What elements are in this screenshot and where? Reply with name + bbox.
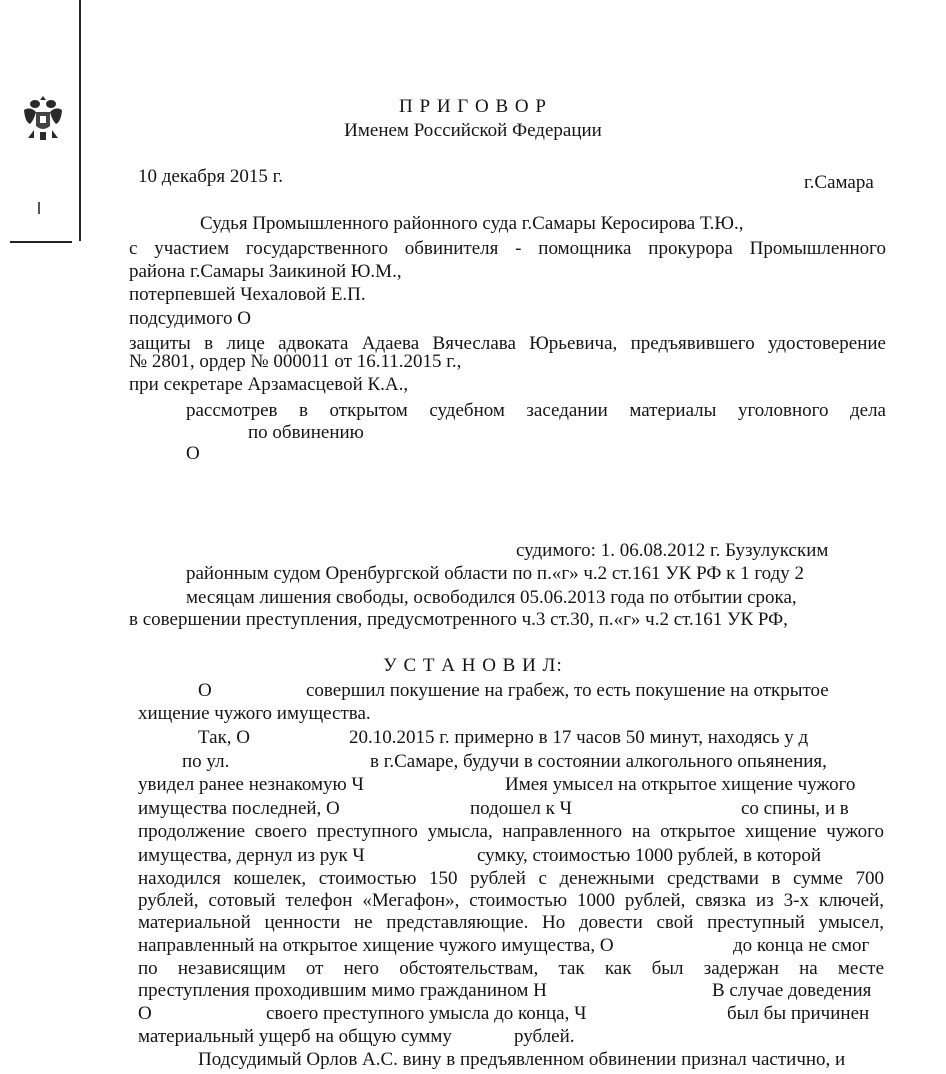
intro-line: при секретаре Арзамасцевой К.А., — [129, 374, 409, 395]
margin-rule-horizontal — [10, 241, 72, 243]
document-subtitle: Именем Российской Федерации — [344, 120, 602, 141]
record-line: в совершении преступления, предусмотренного ч.3 ст.30, п.«г» ч.2 ст.161 УК РФ, — [129, 609, 788, 630]
body-line: рублей, сотовый телефон «Мегафон», стоимостью 1000 рублей, связка из 3-х ключей, — [138, 890, 884, 911]
intro-line: подсудимого О — [129, 308, 251, 329]
record-line: месяцам лишения свободы, освободился 05.06.2013 года по отбытии срока, — [186, 587, 797, 608]
margin-mark — [38, 202, 40, 214]
body-line: со спины, и в — [741, 798, 849, 819]
body-line: в г.Самаре, будучи в состоянии алкогольного опьянения, — [370, 751, 827, 772]
body-line: до конца не смог — [733, 935, 870, 956]
body-line: материальный ущерб на общую сумму — [138, 1026, 452, 1047]
body-line: преступления проходившим мимо гражданином Н — [138, 980, 547, 1001]
document-title: П Р И Г О В О Р — [399, 96, 547, 117]
considered-line: по обвинению — [248, 422, 364, 443]
body-line: увидел ранее незнакомую Ч — [138, 774, 364, 795]
body-line: Имея умысел на открытое хищение чужого — [505, 774, 856, 795]
body-line: был бы причинен — [727, 1003, 870, 1024]
body-line: совершил покушение на грабеж, то есть покушение на открытое — [306, 680, 829, 701]
body-line: подошел к Ч — [470, 798, 572, 819]
body-line: находился кошелек, стоимостью 150 рублей с денежными средствами в сумме 700 — [138, 868, 884, 889]
considered-line: рассмотрев в открытом судебном заседании материалы уголовного дела — [186, 400, 886, 421]
body-line: по ул. — [182, 751, 230, 772]
body-line: по независящим от него обстоятельствам, так как был задержан на месте — [138, 958, 884, 979]
record-line: районным судом Оренбургской области по п.«г» ч.2 ст.161 УК РФ к 1 году 2 — [186, 563, 805, 584]
intro-line: с участием государственного обвинителя - помощника прокурора Промышленного — [129, 238, 886, 259]
intro-line: № 2801, ордер № 000011 от 16.11.2015 г., — [129, 351, 462, 372]
body-line: О — [138, 1003, 152, 1024]
body-line: своего преступного умысла до конца, Ч — [266, 1003, 587, 1024]
defendant-initial: О — [186, 443, 200, 464]
body-line: Так, О — [198, 727, 251, 748]
body-line: хищение чужого имущества. — [138, 703, 371, 724]
document-date: 10 декабря 2015 г. — [138, 166, 284, 187]
body-line: продолжение своего преступного умысла, направленного на открытое хищение чужого — [138, 821, 884, 842]
body-line: сумку, стоимостью 1000 рублей, в которой — [477, 845, 821, 866]
intro-line: района г.Самары Заикиной Ю.М., — [129, 261, 402, 282]
body-line: О — [198, 680, 212, 701]
intro-line: защиты в лице адвоката Адаева Вячеслава Юрьевича, предъявившего удостоверение — [129, 333, 886, 354]
document-city: г.Самара — [804, 172, 874, 193]
body-line: 20.10.2015 г. примерно в 17 часов 50 минут, находясь у д — [349, 727, 809, 748]
record-line: судимого: 1. 06.08.2012 г. Бузулукским — [516, 540, 829, 561]
body-line: Подсудимый Орлов А.С. вину в предъявленном обвинении признал частично, и — [198, 1049, 846, 1070]
body-line: имущества последней, О — [138, 798, 340, 819]
body-line: В случае доведения — [712, 980, 872, 1001]
section-heading: У С Т А Н О В И Л: — [383, 655, 563, 676]
body-line: направленный на открытое хищение чужого имущества, О — [138, 935, 614, 956]
body-line: материальной ценности не представляющие. Но довести свой преступный умысел, — [138, 912, 884, 933]
body-line: рублей. — [514, 1026, 575, 1047]
body-line: имущества, дернул из рук Ч — [138, 845, 365, 866]
intro-line: потерпевшей Чехаловой Е.П. — [129, 284, 366, 305]
intro-line: Судья Промышленного районного суда г.Самары Керосирова Т.Ю., — [200, 213, 744, 234]
